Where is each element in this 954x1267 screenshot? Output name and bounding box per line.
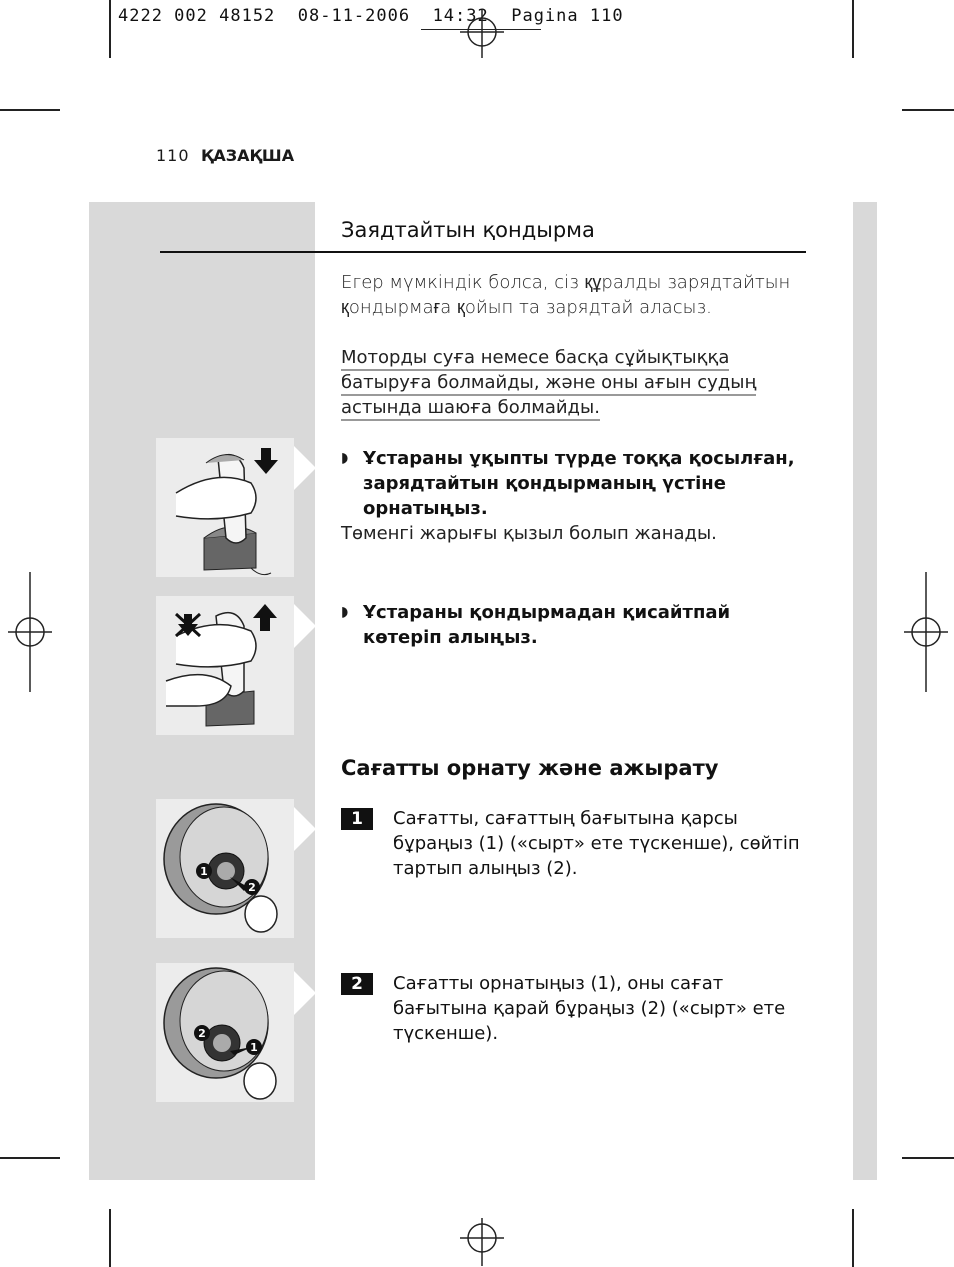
page-language: ҚАЗАҚША	[201, 146, 295, 165]
illustration-pointer	[294, 971, 316, 1015]
clock-removal-icon	[156, 799, 294, 938]
clock-section-title: Сағатты орнату және ажырату	[341, 756, 719, 780]
crop-mark	[0, 1157, 60, 1159]
warning-paragraph	[341, 345, 811, 420]
title-rule	[160, 251, 806, 253]
crop-mark	[0, 109, 60, 111]
intro-paragraph: Егер мүмкіндік болса, сіз құралды зарядтайтын қондырмаға қойып та зарядтай аласыз.	[341, 272, 791, 318]
crop-mark	[902, 1157, 954, 1159]
illustration-place-shaver	[156, 438, 294, 577]
callout-label: 1	[250, 1041, 258, 1054]
callout-label: 2	[248, 881, 256, 894]
registration-mark-icon	[904, 572, 948, 692]
illustration-attach-clock	[156, 963, 294, 1102]
warning-line: Моторды суға немесе басқа сұйықтыққа	[341, 347, 729, 371]
shaver-on-stand-icon	[156, 438, 294, 577]
registration-mark-icon	[8, 572, 52, 692]
illustration-pointer	[294, 807, 316, 851]
crop-mark	[109, 0, 111, 58]
crop-mark	[852, 0, 854, 58]
callout-label: 2	[198, 1027, 206, 1040]
illustration-lift-shaver	[156, 596, 294, 735]
bullet-icon: ◗	[341, 604, 349, 620]
right-sidebar-band	[853, 202, 877, 1180]
callout-label: 1	[200, 865, 208, 878]
bullet-text: Ұстараны қондырмадан қисайтпай көтеріп алыңыз.	[363, 602, 731, 648]
registration-mark-icon	[460, 10, 504, 58]
step-text: Сағатты орнатыңыз (1), оны сағат бағытына қарай бұраңыз (2) («сырт» ете түскенше).	[393, 973, 786, 1044]
clock-attach-icon	[156, 963, 294, 1102]
lift-shaver-icon	[156, 596, 294, 735]
illustration-pointer	[294, 446, 316, 490]
warning-line: астында шаюға болмайды.	[341, 397, 600, 421]
bullet-text: Ұстараны ұқыпты түрде тоққа қосылған, зарядтайтын қондырманың үстіне орнатыңыз.	[363, 448, 795, 519]
bullet-note: Төменгі жарығы қызыл болып жанады.	[341, 523, 717, 544]
page-number: 110	[156, 146, 190, 165]
illustration-remove-clock	[156, 799, 294, 938]
crop-mark	[109, 1209, 111, 1267]
print-slug: 4222 002 48152 08-11-2006 14:32 Pagina 110	[118, 6, 624, 26]
warning-line: батыруға болмайды, және оны ағын судың	[341, 372, 756, 396]
section-title: Заядтайтын қондырма	[341, 218, 595, 242]
crop-mark	[852, 1209, 854, 1267]
crop-mark	[902, 109, 954, 111]
step-text: Сағатты, сағаттың бағытына қарсы бұраңыз (1) («сырт» ете түскенше), сөйтіп тартып алыңыз (2).	[393, 808, 800, 879]
registration-mark-icon	[460, 1218, 504, 1266]
bullet-icon: ◗	[341, 450, 349, 466]
step-number-badge: 1	[341, 808, 373, 830]
illustration-pointer	[294, 604, 316, 648]
step-number-badge: 2	[341, 973, 373, 995]
